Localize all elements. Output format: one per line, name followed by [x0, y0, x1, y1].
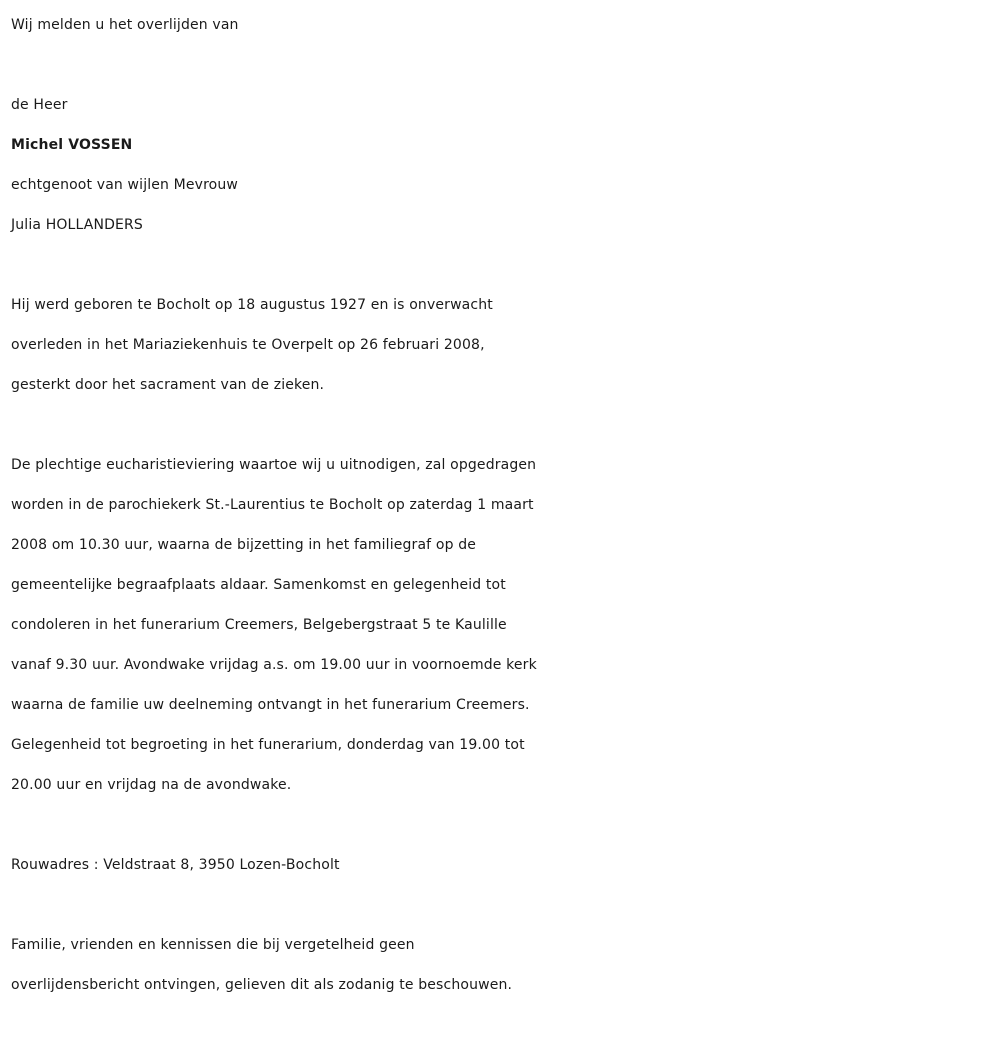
- birth-paragraph: [11, 285, 996, 405]
- paragraph-line: gesterkt door het sacrament van de zieken.: [11, 377, 325, 393]
- paragraph-line: De plechtige eucharistieviering waartoe wij u uitnodigen, zal opgedragen: [11, 457, 537, 473]
- paragraph-line: condoleren in het funerarium Creemers, Belgebergstraat 5 te Kaulille: [11, 617, 507, 633]
- spouse-name: Julia HOLLANDERS: [11, 217, 143, 233]
- honorific: de Heer: [11, 97, 68, 113]
- paragraph-line: overlijdensbericht ontvingen, gelieven dit als zodanig te beschouwen.: [11, 977, 513, 993]
- paragraph-line: worden in de parochiekerk St.-Laurentius te Bocholt op zaterdag 1 maart: [11, 497, 534, 513]
- spacer: [11, 45, 996, 85]
- paragraph-line: Hij werd geboren te Bocholt op 18 augustus 1927 en is onverwacht: [11, 297, 493, 313]
- paragraph-line: Familie, vrienden en kennissen die bij vergetelheid geen: [11, 937, 415, 953]
- paragraph-line: 2008 om 10.30 uur, waarna de bijzetting in het familiegraf op de: [11, 537, 477, 553]
- spouse-line: echtgenoot van wijlen Mevrouw: [11, 177, 239, 193]
- ceremony-paragraph: [11, 445, 996, 805]
- paragraph-line: overleden in het Mariaziekenhuis te Overpelt op 26 februari 2008,: [11, 337, 485, 353]
- spacer: [11, 405, 996, 445]
- intro-text: Wij melden u het overlijden van: [11, 17, 239, 33]
- death-notice: [11, 0, 996, 1005]
- spacer: [11, 245, 996, 285]
- paragraph-line: gemeentelijke begraafplaats aldaar. Samenkomst en gelegenheid tot: [11, 577, 506, 593]
- paragraph-line: Gelegenheid tot begroeting in het funerarium, donderdag van 19.00 tot: [11, 737, 525, 753]
- paragraph-line: vanaf 9.30 uur. Avondwake vrijdag a.s. om 19.00 uur in voornoemde kerk: [11, 657, 537, 673]
- closing-paragraph: [11, 925, 996, 1005]
- spacer: [11, 885, 996, 925]
- spacer: [11, 805, 996, 845]
- deceased-name: Michel VOSSEN: [11, 137, 133, 153]
- mourning-address: Rouwadres : Veldstraat 8, 3950 Lozen-Bocholt: [11, 857, 340, 873]
- paragraph-line: 20.00 uur en vrijdag na de avondwake.: [11, 777, 292, 793]
- paragraph-line: waarna de familie uw deelneming ontvangt in het funerarium Creemers.: [11, 697, 530, 713]
